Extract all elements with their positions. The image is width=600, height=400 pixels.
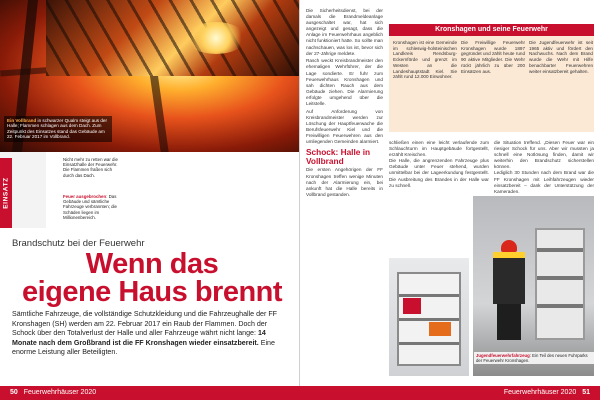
info-box-col-2: Die Freiwillige Feuerwehr Kronshagen wurde 1897 gegründet und zählt heute rund 90 aktive Mitglieder. Die Wehr rückt jährlich zu über 200 Einsätzen aus. bbox=[461, 40, 525, 74]
footer-right bbox=[300, 386, 600, 400]
equipment-photo bbox=[389, 258, 469, 376]
info-box-title: Kronshagen und seine Feuerwehr bbox=[389, 24, 594, 36]
article-kicker: Brandschutz bei der Feuerwehr bbox=[12, 238, 145, 249]
article-headline: Wenn das eigene Haus brennt bbox=[21, 248, 283, 308]
firefighter-figure bbox=[491, 240, 527, 340]
footer-left bbox=[0, 386, 300, 400]
magazine-spread: Ein Vollbrand in schwarzer Qualm steigt aus der Halle; Flammen schlagen aus dem Dach. Zum Zeitpunkt des Einsatzes stand das Gebäude am 22. Februar 2017 im Vollbrand. EINSATZ Nicht mehr zu retten war die Einsatzhalle der Feuerwehr. Die Flammen fraßen sich durch das Dach. Feuer ausgebrochen: Das Gebäude und sämtliche Fahrzeuge verbrannten; die Schäden liegen im Millionenbereich. Brandschutz bei der Feuerwehr Wenn das eigene Haus brennt Sämtliche Fahrzeuge, die vollständige Schutzkleidung und die Fahrzeughalle der FF Kronshagen (SH) werden am 22. Februar 2017 ein Raub der Flammen. Doch der Schock über den Totalverlust der Halle und aller Fahrzeuge währt nicht lange: 14 Monate nach dem Großbrand ist die FF Kronshagen wieder einsatzbereit. Eine enorme Leistung aller Beteiligten. 50 Feuerwehrhäuser 2020 Die Sicherheitsdienst, bei der damals die Brandmeldeanlage ausgeschaltet war, hat sich angezeigt und gesagt, dass die Anlage im Feuerwehrhaus angeblich nicht funktioniert hatte. So sollte man nachschauen, was los ist, bevor sich der 27-Jährige meldete. Rasch weckt Kreisbrandmeister den ehemaligen Wehrführer, der die Lage sondierte. Er fuhr zum Feuerwehrhaus Kronshagen und sah dichten Rauch aus dem Gebäude ziehen. Die Alarmierung erfolgte umgehend über die Leitstelle. Auf Anforderung von Kreisbrandmeister werden zur Löschung der Hauptfeuerwache die Berufsfeuerwehr Kiel und die Freiwilligen Feuerwehren aus den umliegenden Gemeinden alarmiert. Schock: Halle in Vollbrand Die ersten Angehörigen der FF Kronshagen treffen wenige Minuten nach der Alarmierung ein, bei ankunft hat die Halle bereits in Vollbrand gestanden. Kronshagen und seine Feuerwehr Kronshagen ist eine Gemeinde im schleswig-holsteinischen Landkreis Rendsburg-Eckernförde und grenzt im Westen an die Landeshauptstadt Kiel. Sie zählt rund 12.000 Einwohner. Die Freiwillige Feuerwehr Kronshagen wurde 1897 gegründet und zählt heute rund 90 aktive Mitglieder. Die Wehr rückt jährlich zu über 200 Einsätzen aus. Die Jugendfeuerwehr ist seit 1965 aktiv und fördert den Nachwuchs. Nach dem Brand wurde die Wehr mit Hilfe benachbarter Feuerwehren weiter einsatzbereit gehalten. schließen einen eine leicht verlaufende zum Schlauchturm im Hauptgebäude fortgestellt, erzählt Kreischen. Die Halle, die angrenzenden Fahrzeuge plus Gebäude unter Feuer stehend, wurden unmittelbar bei der Lageerkundung festgestellt. Die Ausbreitung des Brandes in der Halle war zu schnell. die Situation treffend. „Diesen Feuer war ein riesiger Schock für uns. Aber wir mussten ja schnell eine Notlösung finden, damit wir weiterhin den Brandschutz sicherstellen können. Lediglich 30 Stunden nach dem Brand war die FF Kronshagen mit Leihfahrzeugen wieder einsatzbereit – dank der Unterstützung der Kameraden. Jugendfeuerwehrfahrzeug: Ein Teil des neuen Fuhrparks der Feuerwehr Kronshagen. Feuerwehrhäuser 2020 51 bbox=[0, 0, 600, 400]
column-a: Die Sicherheitsdienst, bei der damals die Brandmeldeanlage ausgeschaltet war, hat sich angezeigt und gesagt, dass die Anlage im Feuerwehrhaus angeblich nicht funktioniert hatte. So sollte man nachschauen, was los ist, bevor sich der 27-Jährige meldete. Rasch weckt Kreisbrandmeister den ehemaligen Wehrführer, der die Lage sondierte. Er fuhr zum Feuerwehrhaus Kronshagen und sah dichten Rauch aus dem Gebäude ziehen. Die Alarmierung erfolgte umgehend über die Leitstelle. Auf Anforderung von Kreisbrandmeister werden zur Löschung der Hauptfeuerwache die Berufsfeuerwehr Kiel und die Freiwilligen Feuerwehren aus den umliegenden Gemeinden alarmiert. Schock: Halle in Vollbrand Die ersten Angehörigen der FF Kronshagen treffen wenige Minuten nach der Alarmierung ein, bei ankunft hat die Halle bereits in Vollbrand gestanden. bbox=[306, 8, 383, 197]
photo-caption-1: Nicht mehr zu retten war die Einsatzhalle der Feuerwehr. Die Flammen fraßen sich durch das Dach. bbox=[60, 155, 122, 180]
page-number-left: 50 bbox=[10, 389, 18, 396]
secondary-photo-fire bbox=[46, 0, 300, 76]
info-box-col-3: Die Jugendfeuerwehr ist seit 1965 aktiv und fördert den Nachwuchs. Nach dem Brand wurde die Wehr mit Hilfe benachbarter Feuerwehren weiter einsatzbereit gehalten. bbox=[529, 40, 593, 74]
magazine-title-right: Feuerwehrhäuser 2020 bbox=[503, 389, 577, 396]
hero-caption: Ein Vollbrand in schwarzer Qualm steigt aus der Halle; Flammen schlagen aus dem Dach. Zum Zeitpunkt des Einsatzes stand das Gebäude am 22. Februar 2017 im Vollbrand. bbox=[4, 116, 112, 142]
page-number-right: 51 bbox=[582, 389, 590, 396]
photo-caption-2: Feuer ausgebrochen: Das Gebäude und sämtliche Fahrzeuge verbrannten; die Schäden liegen im Millionenbereich. bbox=[60, 192, 122, 222]
info-box-col-1: Kronshagen ist eine Gemeinde im schleswig-holsteinischen Landkreis Rendsburg-Eckernförde und grenzt im Westen an die Landeshauptstadt Kiel. Sie zählt rund 12.000 Einwohner. bbox=[393, 40, 457, 80]
firefighter-photo bbox=[473, 196, 594, 376]
magazine-title-left: Feuerwehrhäuser 2020 bbox=[23, 389, 97, 396]
subhead-halle: Schock: Halle in Vollbrand bbox=[306, 147, 371, 166]
article-lead: Sämtliche Fahrzeuge, die vollständige Schutzkleidung und die Fahrzeughalle der FF Kronshagen (SH) werden am 22. Februar 2017 ein Raub der Flammen. Doch der Schock über den Totalverlust der Halle und aller Fahrzeuge währt nicht lange: 14 Monate nach dem Großbrand ist die FF Kronshagen wieder einsatzbereit. Eine enorme Leistung aller Beteiligten. bbox=[12, 310, 277, 357]
section-tab: EINSATZ bbox=[0, 158, 12, 228]
photo-caption-right: Jugendfeuerwehrfahrzeug: Ein Teil des neuen Fuhrparks der Feuerwehr Kronshagen. bbox=[474, 352, 594, 364]
